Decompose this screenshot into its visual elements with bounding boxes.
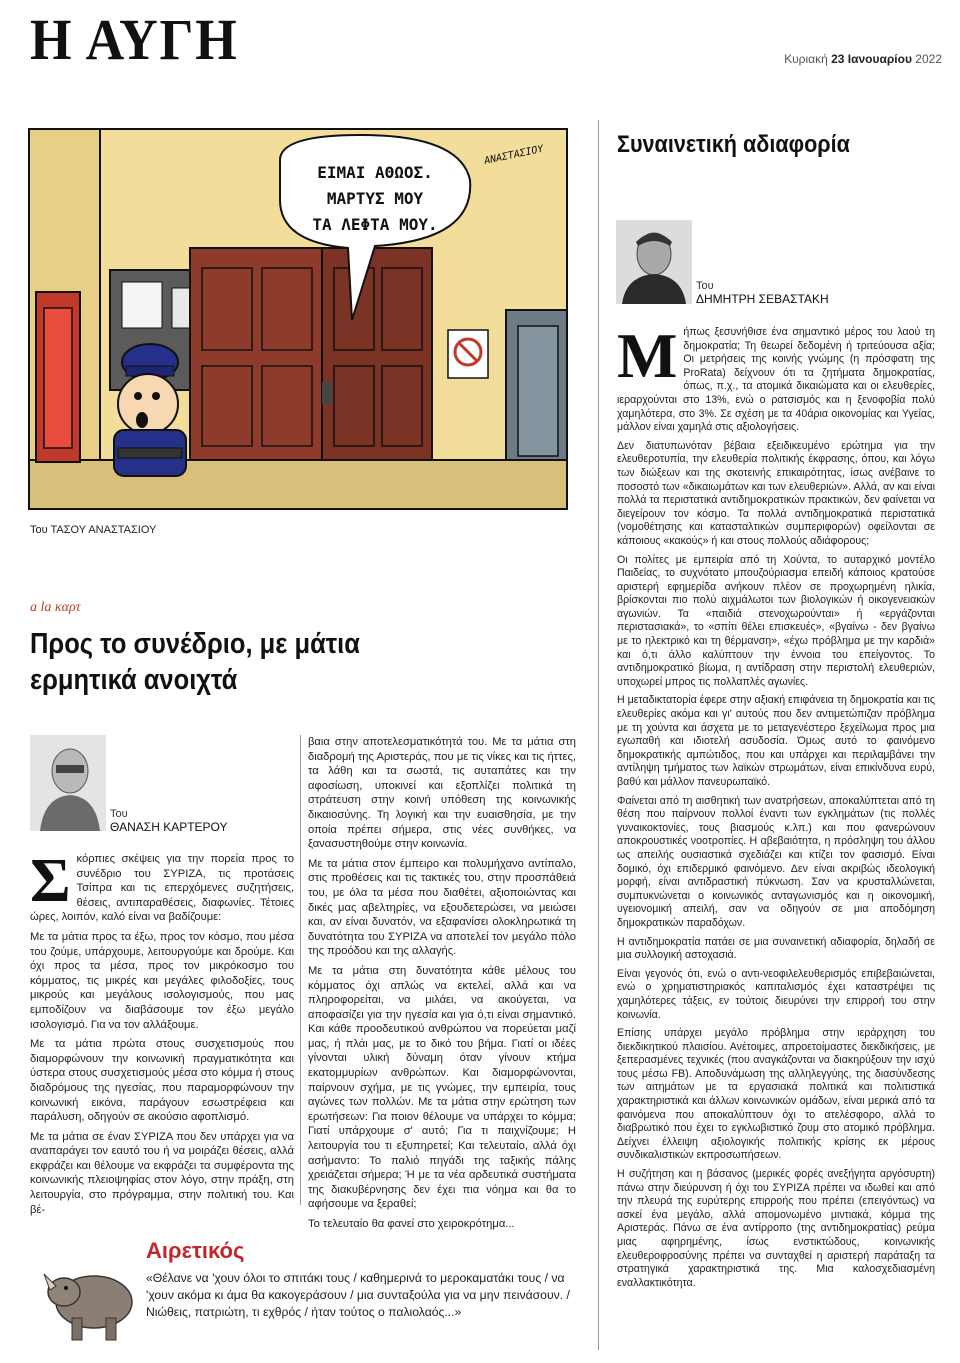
newspaper-masthead: Η ΑΥΓΗ — [30, 7, 239, 72]
right-byline-name: ΔΗΜΗΤΡΗ ΣΕΒΑΣΤΑΚΗ — [696, 292, 829, 306]
left-byline — [110, 808, 228, 834]
cartoon-bubble-line-3: ΤΑ ΛΕΦΤΑ ΜΟΥ. — [312, 215, 438, 234]
paragraph: Με τα μάτια στη δυνατότητα κάθε μέλους του κόμματος όχι απλώς να εκτελεί, αλλά και να πληροφορείται, να μιλάει, να ακούγεται, να αποφασίζει για την ηγεσία και για ό,τι είναι σημαντικό. Και κάθε προοδευτικού ανθρώπου να πορεύεται μαζί μας, ή πλάι μας, με το δικό του βήμα. Γιατί οι ιδέες γίνονται υλική δύναμη όταν γίνουν κτήμα εκατομμυρίων ανθρώπων. Και διαμορφώνονται, παίρνουν σχήμα, με τις γνώμες, την εμπειρία, τους αγώνες των πολλών. Με τα μάτια στην ερώτηση των ερωτήσεων: Για ποιον θέλουμε να υπάρχει το κόμμα; Γιατί υπάρχουμε σ' αυτό; Για τι παιχνίζουμε; Η λειτουργία του τι εξυπηρετεί; Και τελευταίο, αλλά όχι ασήμαντο: Το παλιό πηγάδι της ταξικής πάλης χρειάζεται σήμερα; Ή με τα νέα αρδευτικά συστήματα της διακυβέρνησης δεν έχει πια νόημα και θα το αφήσουμε να ξεραθεί; — [308, 964, 576, 1211]
editorial-cartoon — [28, 128, 568, 510]
dateline — [784, 52, 942, 66]
paragraph: Δεν διατυπωνόταν βέβαια εξειδικευμένο ερώτημα για την ελευθεροτυπία, την ελευθερία πολιτικής έκφρασης, όπου, και λόγω των διώξεων και της σκοτεινής επικαιρότητας, ίσως ανέβαινε το ποσοστό των «δικαιωμάτων και των ελευθεριών». Αλλά, αν και είναι πολλά τα περιστατικά αντιδημοκρατικών πρακτικών, δεν φαίνεται να διεγείρουν τον κόσμο. Τα πολλά αντιδημοκρατικά περιστατικά (νομοθέτησης και κατασταλτικών συμπεριφορών) οφείλονται σε κάποιους «κακούς» ή και στους πολλούς αδιάφορους; — [617, 439, 935, 547]
dateline-day: Κυριακή — [784, 52, 828, 66]
dateline-date: 23 Ιανουαρίου — [831, 52, 912, 66]
paragraph: Το τελευταίο θα φανεί στο χειροκρότημα... — [308, 1218, 515, 1230]
paragraph: Μήπως ξεσυνήθισε ένα σημαντικό μέρος του λαού τη δημοκρατία; Τη θεωρεί δεδομένη ή τριτεύουσα αξία; Οι μετρήσεις της κοινής γνώμης (η πρόσφατη της ProRata) δείχνουν ότι τα ζητήματα δημοκρατίας, όπως, π.χ., τα ατομικά δικαιώματα και οι ελευθερίες, ιεραρχούνται στο 13%, ενώ ο ρατσισμός και η ξενοφοβία πολύ χαμηλότερα, στο 3%. Σε σχέση με τα 40άρια οικονομίας και Υγείας, μάλλον είναι χαμηλά στις αξιολογήσεις. — [617, 320, 935, 434]
paragraph: Με τα μάτια πρώτα στους συσχετισμούς που διαμορφώνουν την κοινωνική πραγματικότητα και ύστερα στους συσχετισμούς μέσα στο κόμμα ή στους διαδρόμους της ηγεσίας, που παραμορφώνουν την κοινωνική εικόνα, παράγουν εσωστρέφεια και παράλυση, οδηγούν σε ακούσιο αφοπλισμό. — [30, 1038, 294, 1124]
section-divider — [598, 120, 599, 1350]
cartoon-illustration — [30, 130, 568, 510]
cartoon-bubble-line-2: ΜΑΡΤΥΣ ΜΟΥ — [326, 189, 424, 208]
cartoon-credit: Του ΤΑΣΟΥ ΑΝΑΣΤΑΣΙΟΥ — [30, 524, 157, 536]
dropcap: Σ — [30, 847, 71, 915]
paragraph: Η αντιδημοκρατία πατάει σε μια συναινετική αδιαφορία, δηλαδή σε μια συλλογική αστοχασιά. — [617, 935, 935, 962]
left-byline-prefix: Του — [110, 808, 128, 820]
left-article-headline: Προς το συνέδριο, με μάτια ερμητικά ανοιχτά — [30, 628, 360, 696]
dateline-year: 2022 — [915, 52, 942, 66]
right-article-column — [617, 320, 935, 1295]
rhino-icon — [42, 1246, 140, 1346]
cartoon-bubble-line-1: ΕΙΜΑΙ ΑΘΩΟΣ. — [317, 163, 433, 182]
quote-text: «Θέλανε να 'χουν όλοι το σπιτάκι τους / καθημερινά το μεροκαματάκι τους / να 'χουν ακόμα κι άμα θα κακογεράσουν / μια συνταξούλα για να μην πεινάσουν. / Νιώθεις, πατριώτη, τι εχθρός / ήταν τούτος ο παλιολαός...» — [146, 1271, 570, 1319]
paragraph: Επίσης υπάρχει μεγάλο πρόβλημα στην ιεράρχηση του διεκδικητικού πλαισίου. Ανέτοιμες, απροετοίμαστες διεκδικήσεις, με ξεπερασμένες τεχνικές (που αναγκάζονται να διακηρύξουν την ισχύ τους μέσω FB). Αποδυνάμωση της αλληλεγγύης, της διασύνδεσης των αιτημάτων με τα εργασιακά πολιτικά και πολιτιστικά χαρακτηριστικά και άλλων κοινωνικών ομάδων, είναι μερικά από τα φαινόμενα που αποκαλύπτουν όχι το ατελέσφορο, αλλά το διαβρωτικό που έχει το εγκλωβιστικό ζουμ στο ατομικό πρόβλημα. Δείχνει έλλειψη αξιολογικής πολιτικής κρίσης εκ μέρους συνδικαλιστικών εκπροσωπήσεων. — [617, 1027, 935, 1162]
author-photo-kartero — [30, 735, 106, 831]
cartoon-signature: ΑΝΑΣΤΑΣΙΟΥ — [483, 143, 545, 167]
paragraph: Με τα μάτια σε έναν ΣΥΡΙΖΑ που δεν υπάρχει για να αναπαράγει τον εαυτό του ή να μοιράζει θέσεις, αλλά εκφράζει και θέλουμε να εκφράζει τα συμφέροντα της κοινωνικής πλειοψηφίας στον λόγο, στην πράξη, στη λειτουργία, στο πρόγραμμα, στην πολιτική του. Και βέ- — [30, 1130, 294, 1216]
quote-title: Αιρετικός — [146, 1238, 245, 1263]
right-byline-prefix: Του — [696, 280, 714, 292]
author-photo-sevastakis — [616, 220, 692, 304]
paragraph: βαια στην αποτελεσματικότητά του. Με τα μάτια στη διαδρομή της Αριστεράς, που με τις νίκες και τις ήττες, τα λάθη και τα σωστά, τις αυταπάτες και την αφοσίωση, υποκινεί και εξοπλίζει πολιτικά τη στράτευση στην κοινή υπόθεση της κοινωνικής δικαιοσύνης. Τη λογική και την ευαισθησία, με την οποία πρέπει σήμερα, στις νέες συνθήκες, να ξανασυστηθούμε στην κοινωνία. — [308, 736, 576, 851]
paragraph: Με τα μάτια στον έμπειρο και πολυμήχανο αντίπαλο, στις προθέσεις και τις τακτικές του, στην προσπάθειά του, με όλα τα μέσα που διαθέτει, αξιοποιώντας και δικές μας αβελτηρίες, να εξουδετερώσει, να μειώσει και, αν είναι δυνατόν, να εξαφανίσει ολοκληρωτικά τη δυνατότητα του ΣΥΡΙΖΑ να αποτελεί τον μεγάλο πόλο της προόδου και της αλλαγής. — [308, 857, 576, 958]
paragraph: Η συζήτηση και η βάσανος (μερικές φορές ανεξήγητα αργόσυρτη) πάνω στην διεύρυνση ή όχι του ΣΥΡΙΖΑ πρέπει να ιδωθεί και από την πλευρά της ευρύτερης επιρροής που πρέπει (επειγόντως) να ασκεί ένα μεγάλο, αλλά απομονωμένο μιντιακά, κόμμα της Αριστεράς. Πάνω σε ένα αντίρροπο (της αντιδημοκρατίας) ρεύμα μιας αφηρημένης, ίσως ενστικτώδους, κοινωνικής ελευθεροφροσύνης πρέπει να συνταχθεί η αριστερή παράταξη τα στρατηγικά χαρακτηριστικά της. Μια καλοσχεδιασμένη εναλλακτικότητα. — [617, 1168, 935, 1289]
paragraph: Η μεταδικτατορία έφερε στην αξιακή επιφάνεια τη δημοκρατία και τις ελευθερίες ακόμα και γι' αυτούς που δεν αντιμετώπιζαν πρόβλημα με τη χούντα και άσχετα με το μεταγενέστερο ξεχείλωμα προς μια εγωπαθή και ιδιοτελή ασυδοσία. Όμως αυτό το φαινόμενο δημοκρατικής αμπώτιδος, που και υπάρχει και περιλαμβάνει την αντίληψη τμήματος των λαϊκών στρωμάτων, είναι επικίνδυνα ευρύ, βαθύ και μάλλον πανευρωπαϊκό. — [617, 694, 935, 788]
column-kicker: a la καρτ — [30, 600, 81, 615]
left-article-column-2 — [308, 735, 576, 1237]
right-byline — [696, 280, 829, 306]
paragraph: Είναι γεγονός ότι, ενώ ο αντι-νεοφιλελευθερισμός επιβεβαιώνεται, ενώ ο χρηματιστηριακός καπιταλισμός έχει καταστρέψει τις χαμηλότερες τάξεις, εν τούτοις διευρύνει την επιρροή του στην κοινωνία. — [617, 967, 935, 1021]
left-byline-name: ΘΑΝΑΣΗ ΚΑΡΤΕΡΟΥ — [110, 820, 228, 834]
column-divider — [300, 735, 301, 1205]
paragraph: Με τα μάτια προς τα έξω, προς τον κόσμο, που μέσα του ζούμε, υπάρχουμε, λειτουργούμε και δρούμε. Και όχι προς τα μέσα, προς τον μικρόκοσμο του κόμματος, τις μικρές και μεγάλες φιλοδοξίες, τους μικρούς και μεγάλους ισολογισμούς, που μας εμποδίζουν να διαβάσουμε τον έξω μεγάλο ισολογισμό. Για να τον αλλάξουμε. — [30, 930, 294, 1031]
left-article-column-1 — [30, 847, 294, 1222]
paragraph: Οι πολίτες με εμπειρία από τη Χούντα, το αυταρχικό μοντέλο Παιδείας, το συχνότατο μπουζούριασμα επειδή κάποιος κρατούσε αριστερή εφημερίδα ανήκουν πλέον σε προχωρημένη ηλικία, βρίσκονται πιο πολύ αιχμάλωτοι των βιολογικών ή οικογενειακών αγωνιών. Τα «παιδιά στενοχωρούνται» ή «εργάζονται περιστασιακά», το «σπίτι θέλει επισκευές», «βγαίνω - δεν βγαίνω με το ηλεκτρικό και τη θέρμανση», «έχω πρόβλημα με την καρδιά» και ό,τι άλλο καλύπτουν την έννοια του επείγοντος. Το αντιδημοκρατικό βίωμα, η αντίδραση στην περιστολή ελευθεριών, υποχωρεί μπρος τις πολλαπλές αγωνίες. — [617, 553, 935, 688]
right-article-title: Συναινετική αδιαφορία — [617, 131, 850, 158]
heretic-quote-box — [30, 1230, 590, 1350]
paragraph: Σκόρπιες σκέψεις για την πορεία προς το συνέδριο του ΣΥΡΙΖΑ, τις προτάσεις Τσίπρα και τις επερχόμενες συζητήσεις, θέσεις, αντιπαραθέσεις, διαφωνίες. Τέτοιες ώρες, λοιπόν, καλό είναι να βαδίζουμε: — [30, 847, 294, 924]
paragraph: Φαίνεται από τη αισθητική των ανατρήσεων, αποκαλύπτεται από τη θέση που παίρνουν πολλοί έναντι των εγκλημάτων (τις πολλές γυναικοκτονίες, τους βιασμούς κ.λπ.) και που φανερώνουν αποκρουστικές νοοτροπίες. Η αβεβαιότητα, η πρόσληψη του άλλου ως απειλής ουσιαστικά σχεδιάζει και κτίζει τον φασισμό. Είναι δομικό, όχι επιδερμικό φαινόμενο. Δεν είναι ακριβώς ιδεολογική μορφή, είναι αντιδραστική πύκνωση. Σαν να κρυσταλλώνεται, συμπυκνώνεται ο κοινωνικός ανταγωνισμός και η οικονομική, υγειονομική απειλή, σαν να οδηγούν σε μια αποδόμηση δημοκρατικών παραδόχων. — [617, 794, 935, 929]
dropcap: Μ — [617, 320, 678, 391]
